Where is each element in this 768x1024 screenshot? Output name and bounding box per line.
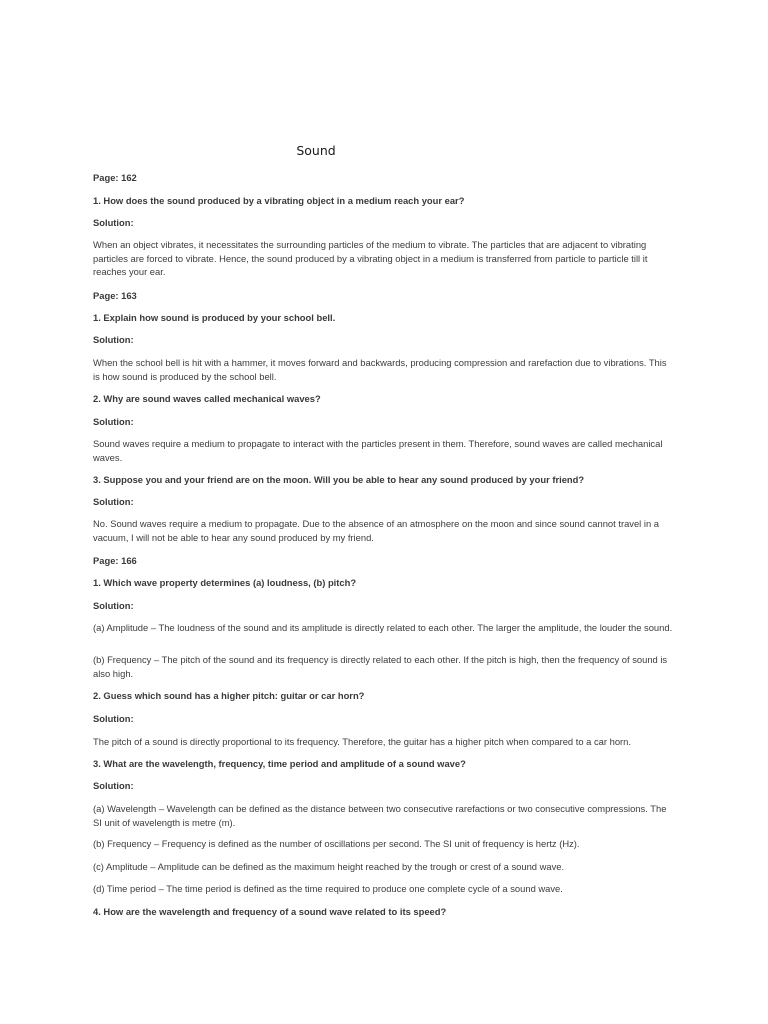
page-heading: Page: 163 bbox=[93, 290, 137, 301]
question: 1. Which wave property determines (a) loudness, (b) pitch? bbox=[93, 577, 357, 588]
answer-paragraph: When the school bell is hit with a hammer, it moves forward and backwards, producing compression and rarefaction due to vibrations. This is how sound is produced by the school bell. bbox=[93, 357, 667, 382]
question: 4. How are the wavelength and frequency of a sound wave related to its speed? bbox=[93, 906, 447, 917]
answer-paragraph: (d) Time period – The time period is defined as the time required to produce one complete cycle of a sound wave. bbox=[93, 883, 563, 894]
answer-paragraph: (c) Amplitude – Amplitude can be defined as the maximum height reached by the trough or crest of a sound wave. bbox=[93, 861, 565, 872]
answer-paragraph: No. Sound waves require a medium to propagate. Due to the absence of an atmosphere on the moon and since sound cannot travel in a vacuum, I will not be able to hear any sound produced by my friend. bbox=[93, 518, 659, 543]
solution-label: Solution: bbox=[93, 217, 134, 228]
question: 1. Explain how sound is produced by your school bell. bbox=[93, 312, 336, 323]
page-heading: Page: 162 bbox=[93, 172, 137, 183]
question: 1. How does the sound produced by a vibrating object in a medium reach your ear? bbox=[93, 195, 465, 206]
question: 2. Why are sound waves called mechanical waves? bbox=[93, 393, 321, 404]
solution-label: Solution: bbox=[93, 713, 134, 724]
answer-paragraph: (a) Wavelength – Wavelength can be defined as the distance between two consecutive rarefactions or two consecutive compressions. The SI unit of wavelength is metre (m). bbox=[93, 803, 667, 828]
document-title: Sound bbox=[296, 143, 336, 158]
answer-paragraph: (a) Amplitude – The loudness of the sound and its amplitude is directly related to each other. The larger the amplitude, the louder the sound. bbox=[93, 622, 673, 633]
solution-label: Solution: bbox=[93, 600, 134, 611]
solution-label: Solution: bbox=[93, 780, 134, 791]
solution-label: Solution: bbox=[93, 334, 134, 345]
answer-paragraph: (b) Frequency – Frequency is defined as the number of oscillations per second. The SI unit of frequency is hertz (Hz). bbox=[93, 838, 580, 849]
solution-label: Solution: bbox=[93, 416, 134, 427]
question: 3. What are the wavelength, frequency, time period and amplitude of a sound wave? bbox=[93, 758, 466, 769]
question: 3. Suppose you and your friend are on the moon. Will you be able to hear any sound produced by your friend? bbox=[93, 474, 585, 485]
question: 2. Guess which sound has a higher pitch: guitar or car horn? bbox=[93, 690, 365, 701]
solution-label: Solution: bbox=[93, 496, 134, 507]
page-heading: Page: 166 bbox=[93, 555, 137, 566]
answer-paragraph: When an object vibrates, it necessitates the surrounding particles of the medium to vibrate. The particles that are adjacent to vibrating particles are forced to vibrate. Hence, the sound produced by a vibrating object in a medium is transferred from particle to particle till it reaches your ear. bbox=[93, 239, 648, 277]
answer-paragraph: The pitch of a sound is directly proportional to its frequency. Therefore, the guitar has a higher pitch when compared to a car horn. bbox=[93, 736, 631, 747]
answer-paragraph: Sound waves require a medium to propagate to interact with the particles present in them. Therefore, sound waves are called mechanical waves. bbox=[93, 438, 663, 463]
answer-paragraph: (b) Frequency – The pitch of the sound and its frequency is directly related to each other. If the pitch is high, then the frequency of sound is also high. bbox=[93, 654, 668, 679]
